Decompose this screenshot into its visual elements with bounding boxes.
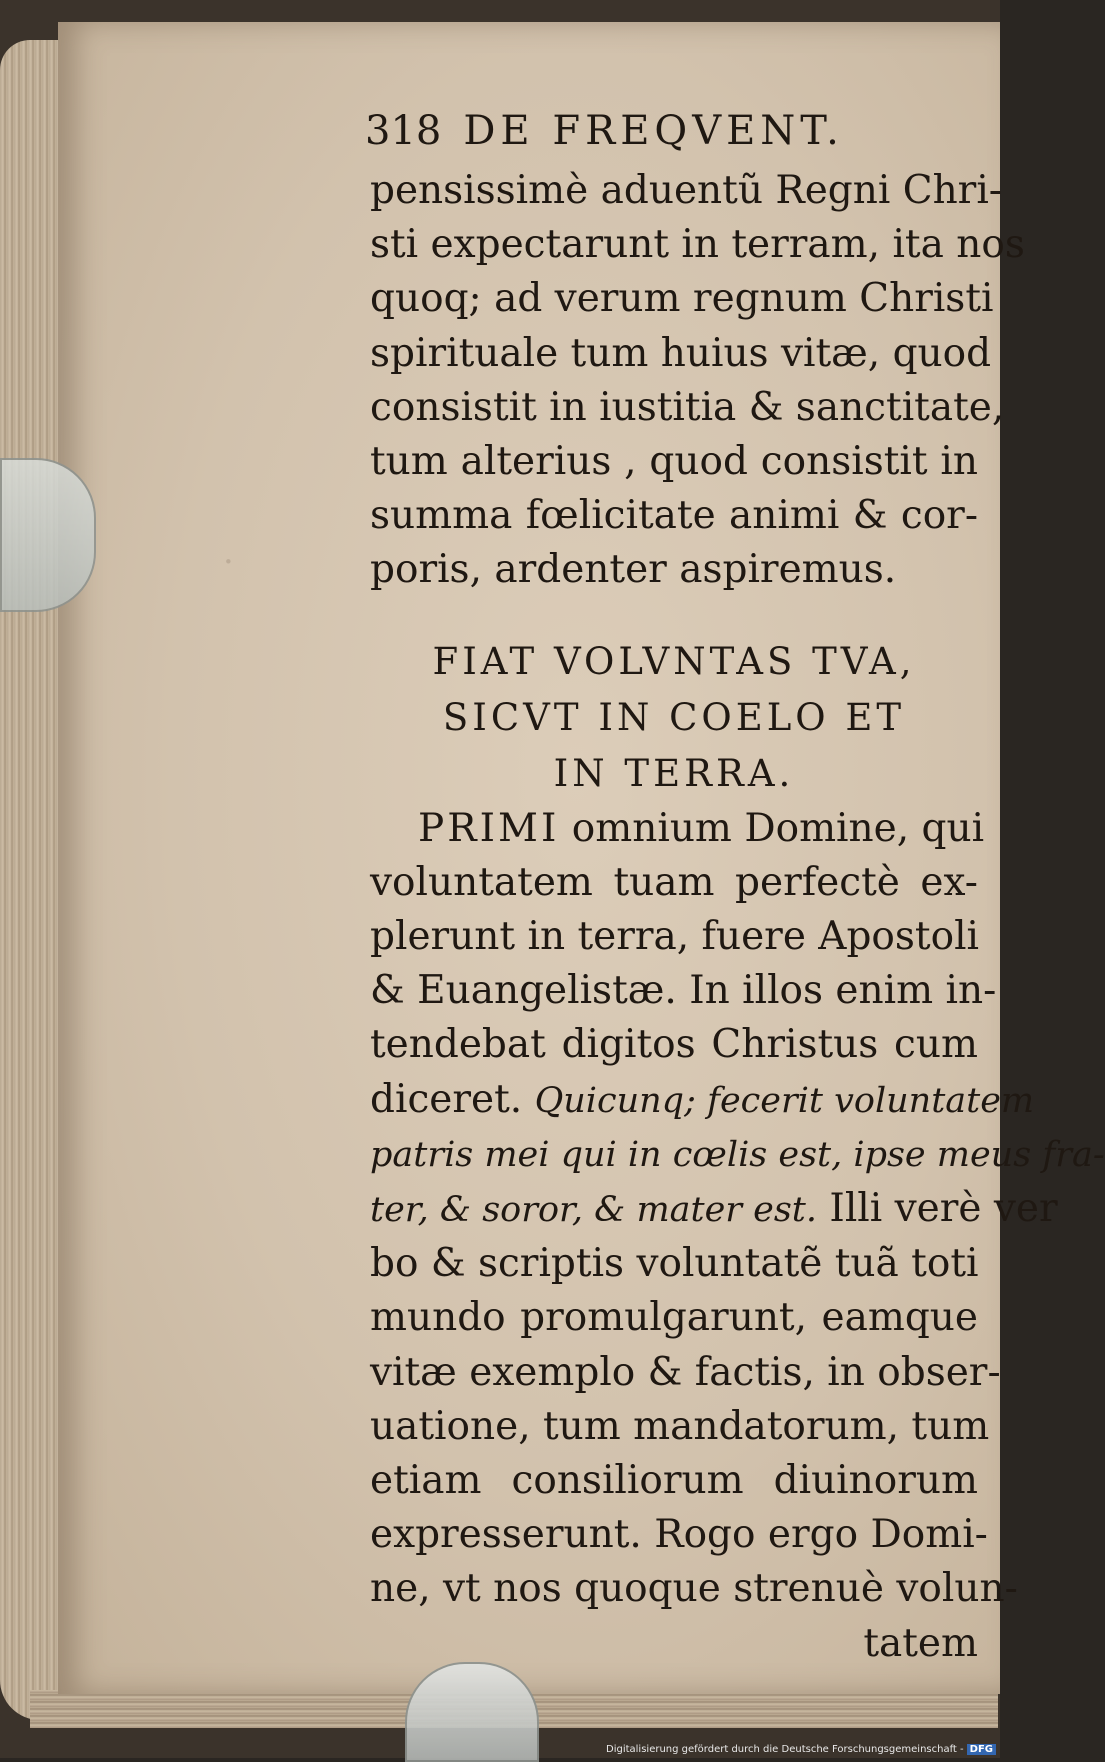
roman-text: diceret. xyxy=(370,1076,523,1122)
text-line: & Euangelistæ. In illos enim in- xyxy=(370,968,997,1014)
heading-line: FIAT VOLVNTAS TVA, xyxy=(432,639,916,683)
catchword: tatem xyxy=(863,1620,978,1666)
text-line: summa fœlicitate animi & cor- xyxy=(370,493,978,539)
text-line: ne, vt nos quoque strenuè volun- xyxy=(370,1566,1018,1612)
dfg-logo-icon: DFG xyxy=(967,1744,996,1755)
roman-text: Illi verè ver xyxy=(829,1186,1058,1232)
paragraph-first-line xyxy=(370,802,985,856)
text-line: bo & scriptis voluntatẽ tuã toti xyxy=(370,1241,979,1287)
section-heading xyxy=(370,634,978,802)
digitization-credit xyxy=(606,1744,996,1755)
page-number: 318 xyxy=(365,108,442,154)
initial-word: PRIMI xyxy=(418,805,560,851)
heading-line: SICVT IN COELO ET xyxy=(442,695,906,739)
running-head-title: DE FREQVENT. xyxy=(463,108,844,154)
show-through-text: · xyxy=(223,542,245,582)
text-line: plerunt in terra, fuere Apostoli xyxy=(370,914,980,960)
credit-text: Digitalisierung gefördert durch die Deutsche Forschungsgemeinschaft - xyxy=(606,1744,964,1755)
text-line: mundo promulgarunt, eamque xyxy=(370,1295,978,1341)
italic-line: patris mei qui in cœlis est, ipse meus fra- xyxy=(370,1134,1105,1175)
text-line: spirituale tum huius vitæ, quod xyxy=(370,330,992,376)
text-line: voluntatem tuam perfectè ex- xyxy=(370,859,978,905)
heading-line: IN TERRA. xyxy=(553,751,795,795)
running-header xyxy=(365,108,865,154)
text-line: tum alterius , quod consistit in xyxy=(370,439,978,485)
page-text xyxy=(370,164,1105,1671)
text-line: uatione, tum mandatorum, tum xyxy=(370,1403,990,1449)
text-line: poris, ardenter aspiremus. xyxy=(370,547,897,593)
text-line: etiam consiliorum diuinorum xyxy=(370,1458,978,1504)
text-line: consistit in iustitia & sanctitate, xyxy=(370,384,1005,430)
page-clip-bottom xyxy=(405,1662,539,1762)
text-line: tendebat digitos Christus cum xyxy=(370,1022,978,1068)
text-line: sti expectarunt in terram, ita nos xyxy=(370,222,1025,268)
text-line-mixed xyxy=(370,1073,1035,1128)
page-clip-left xyxy=(0,458,96,612)
italic-text: Quicunq; fecerit voluntatem xyxy=(534,1080,1035,1121)
first-line-rest: omnium Domine, qui xyxy=(571,805,985,851)
text-line: vitæ exemplo & factis, in obser- xyxy=(370,1349,1001,1395)
text-line-mixed xyxy=(370,1182,1058,1237)
text-line: pensissimè aduentũ Regni Chri- xyxy=(370,168,1002,213)
italic-text: ter, & soror, & mater est. xyxy=(370,1190,818,1231)
text-line: quoq; ad verum regnum Christi xyxy=(370,276,994,322)
text-line: expresserunt. Rogo ergo Domi- xyxy=(370,1512,988,1558)
page-edges-left xyxy=(0,40,62,1720)
